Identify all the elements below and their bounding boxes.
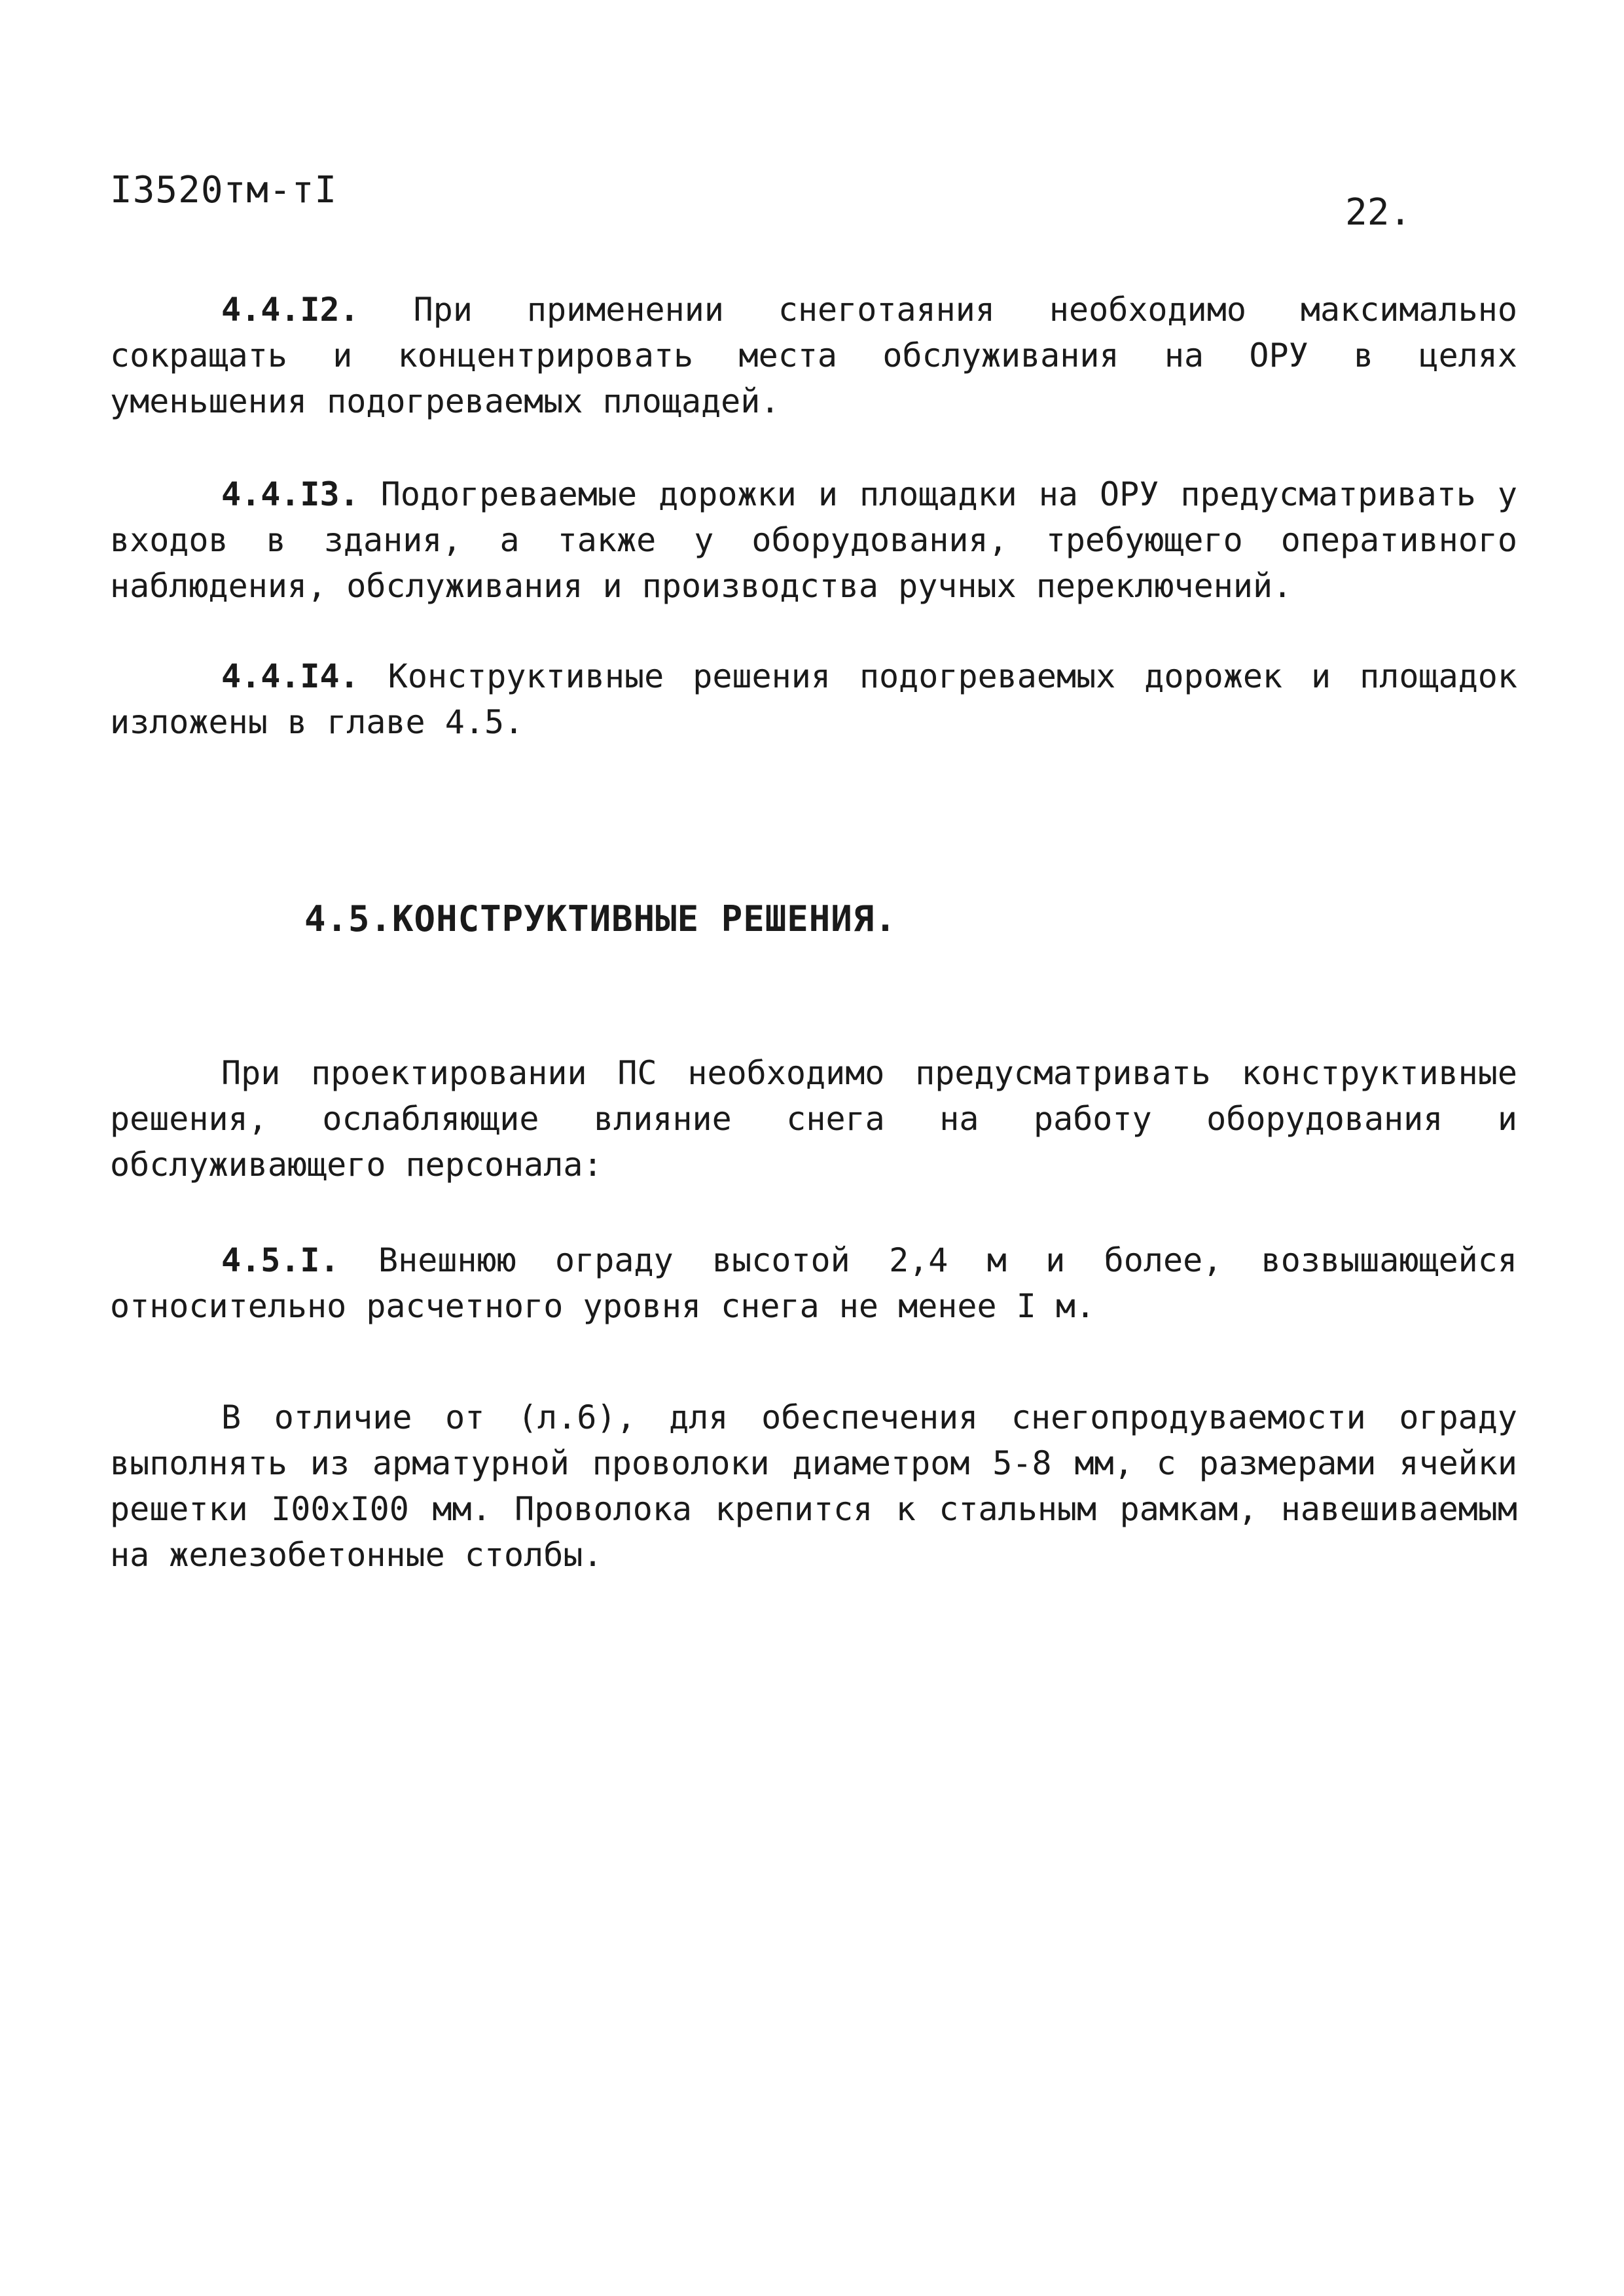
page-number: 22. (1345, 191, 1412, 234)
section-heading: 4.5.КОНСТРУКТИВНЫЕ РЕШЕНИЯ. (304, 898, 897, 939)
paragraph-4-4-12 (110, 287, 1517, 424)
paragraph-text: Внешнюю ограду высотой 2,4 м и более, возвышающейся относительно расчетного уровня снега не менее I м. (110, 1241, 1517, 1325)
paragraph-text: При применении снеготаяния необходимо максимально сокращать и концентрировать места обслуживания на ОРУ в целях уменьшения подогреваемых площадей. (110, 291, 1517, 420)
document-code: I3520тм-тI (110, 169, 338, 211)
paragraph-number: 4.5.I. (221, 1241, 340, 1279)
paragraph-4-4-14 (110, 653, 1517, 745)
paragraph-number: 4.4.I2. (221, 291, 359, 329)
paragraph-number: 4.4.I4. (221, 657, 359, 695)
section-intro-paragraph (110, 1050, 1517, 1188)
fence-wire-paragraph (110, 1394, 1517, 1578)
paragraph-text: Конструктивные решения подогреваемых дорожек и площадок изложены в главе 4.5. (110, 657, 1517, 741)
paragraph-text: Подогреваемые дорожки и площадки на ОРУ предусматривать у входов в здания, а также у оборудования, требующего оперативного наблюдения, обслуживания и производства ручных переключений. (110, 475, 1517, 605)
paragraph-number: 4.4.I3. (221, 475, 359, 513)
paragraph-text: При проектировании ПС необходимо предусматривать конструктивные решения, ослабляющие влияние снега на работу оборудования и обслуживающего персонала: (110, 1054, 1517, 1184)
paragraph-text: В отличие от (л.6), для обеспечения снегопродуваемости ограду выполнять из арматурной проволоки диаметром 5-8 мм, с размерами ячейки решетки I00хI00 мм. Проволока крепится к стальным рамкам, навешиваемым на железобетонные столбы. (110, 1398, 1517, 1574)
paragraph-4-4-13 (110, 471, 1517, 609)
paragraph-4-5-1 (110, 1237, 1517, 1329)
